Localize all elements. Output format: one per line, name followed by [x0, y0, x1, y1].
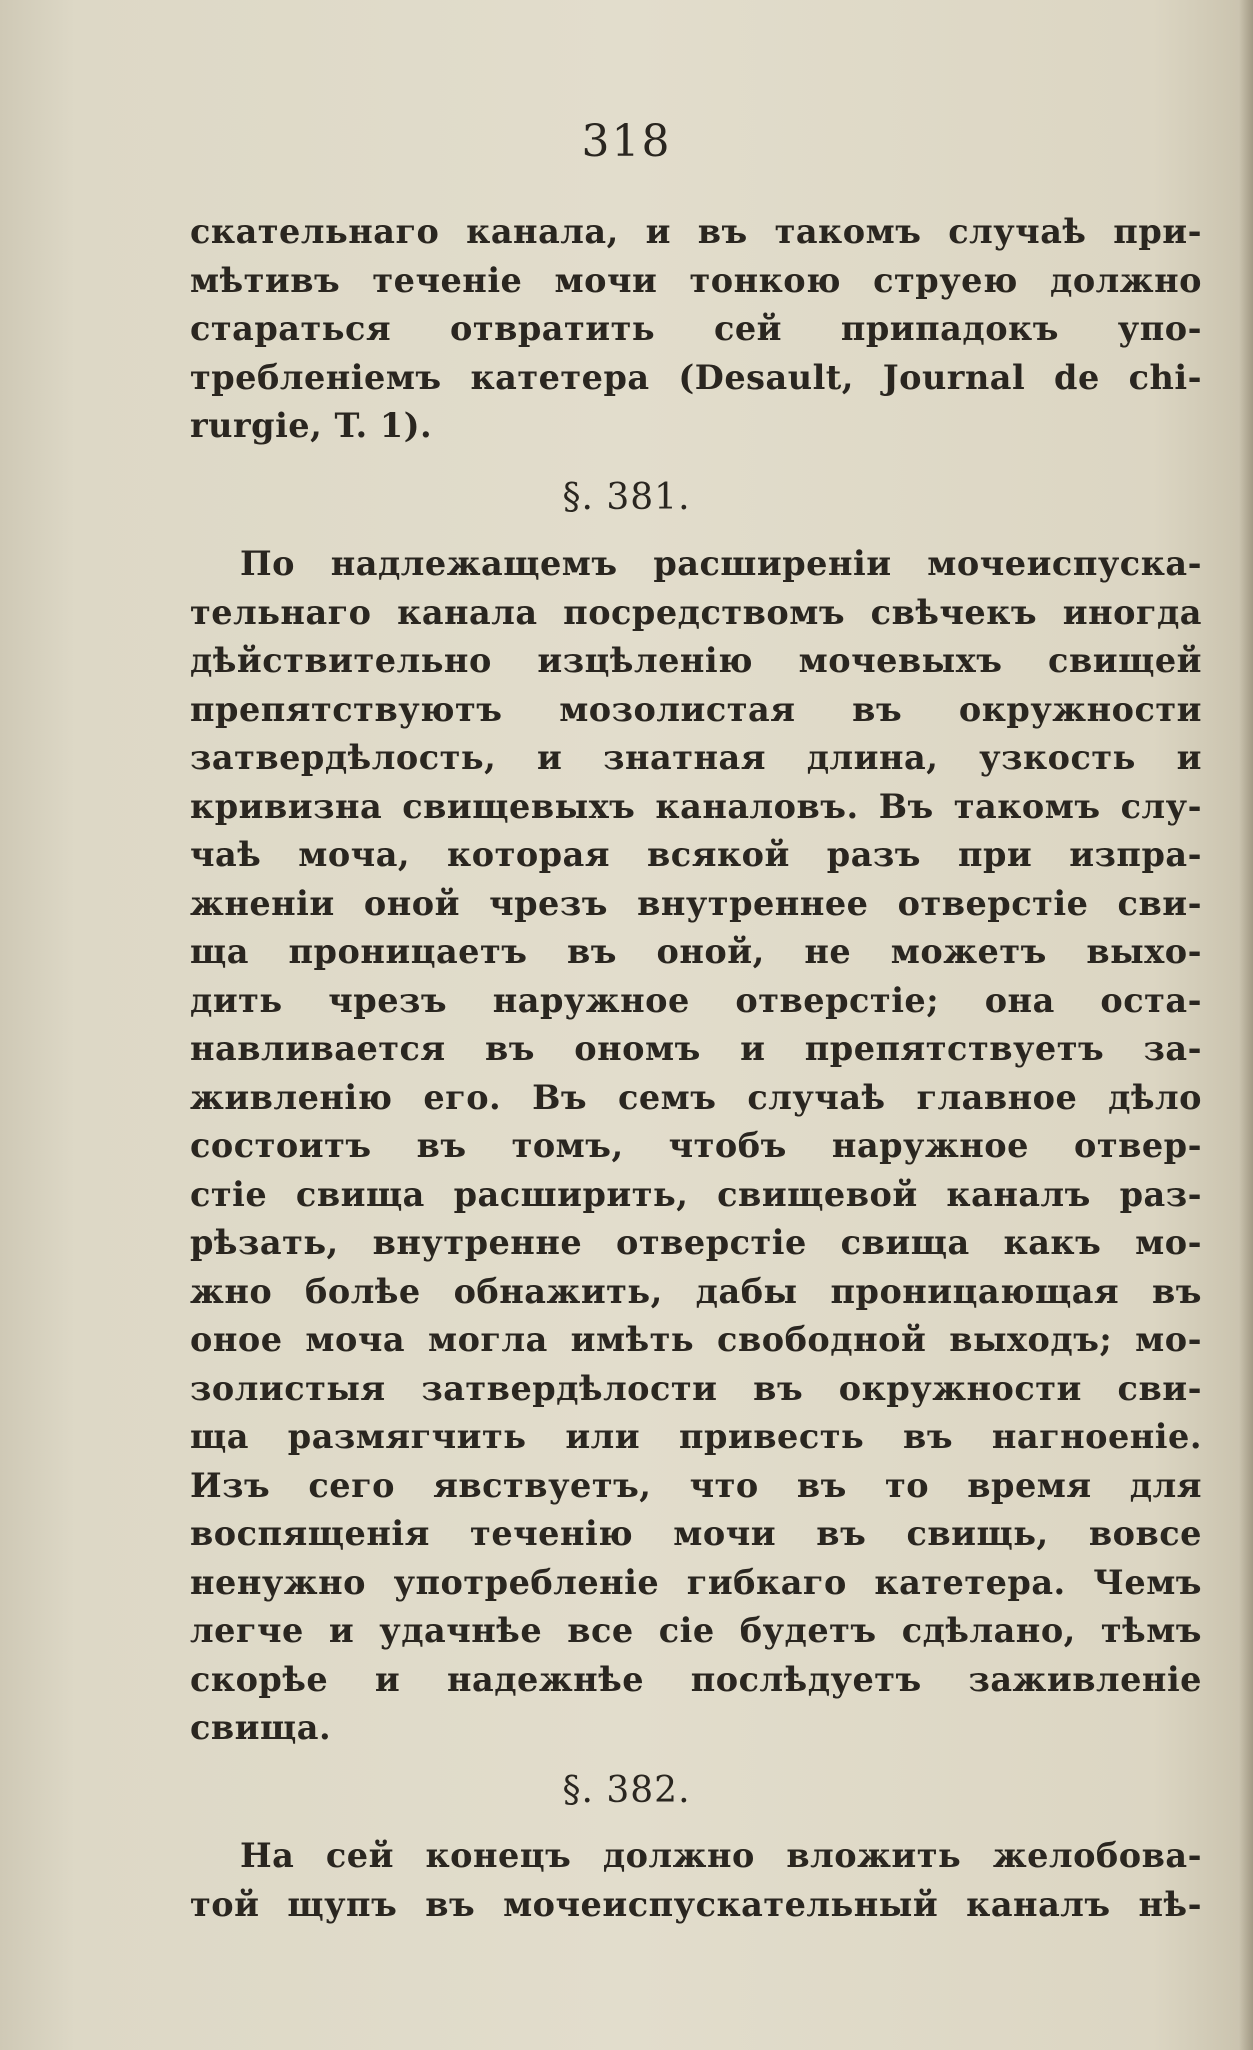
text-line: стараться отвратить сей припадокъ упо-: [190, 309, 1202, 348]
text-line: легче и удачнѣе все сіе будетъ сдѣлано, тѣмъ: [190, 1611, 1202, 1650]
text-line: оное моча могла имѣть свободной выходъ; мо-: [190, 1320, 1202, 1359]
text-line: состоитъ въ томъ, чтобъ наружное отвер-: [190, 1126, 1202, 1165]
text-line: ненужно употребленіе гибкаго катетера. Чемъ: [190, 1562, 1202, 1602]
text-line: рѣзать, внутренне отверстіе свища какъ мо-: [190, 1223, 1202, 1262]
text-line: Изъ сего явствуетъ, что въ то время для: [190, 1465, 1202, 1505]
section-heading-381: §. 381.: [562, 477, 691, 518]
page-number: 318: [581, 116, 672, 167]
text-line: По надлежащемъ расширеніи мочеиспуска-: [240, 544, 1202, 583]
text-line: требленіемъ катетера (Desault, Journal de chi-: [190, 357, 1202, 397]
text-line: дить чрезъ наружное отверстіе; она оста-: [190, 980, 1202, 1020]
page-edge-shadow: [1239, 0, 1253, 2050]
text-line: той щупъ въ мочеиспускательный каналъ нѣ-: [190, 1884, 1202, 1924]
text-line: На сей конецъ должно вложить желобова-: [240, 1836, 1202, 1875]
text-line: жно болѣе обнажить, дабы проницающая въ: [190, 1271, 1202, 1311]
text-line: чаѣ моча, которая всякой разъ при изпра-: [190, 835, 1202, 874]
intro-paragraph: [190, 208, 1202, 451]
text-line: тельнаго канала посредствомъ свѣчекъ иногда: [190, 592, 1202, 632]
section-heading-382: §. 382.: [562, 1770, 691, 1811]
section-382-paragraph: [190, 1832, 1202, 1929]
section-381-paragraph: [190, 540, 1202, 1753]
text-line: стіе свища расширить, свищевой каналъ раз-: [190, 1174, 1202, 1214]
text-line: воспященія теченію мочи въ свищь, вовсе: [190, 1514, 1202, 1553]
text-line: rurgie, T. 1).: [190, 406, 433, 445]
text-line: кривизна свищевыхъ каналовъ. Въ такомъ слу-: [190, 786, 1202, 826]
text-line: затвердѣлость, и знатная длина, узкость и: [190, 738, 1202, 777]
text-line: дѣйствительно изцѣленію мочевыхъ свищей: [190, 641, 1202, 680]
text-line: свища.: [190, 1708, 332, 1747]
text-line: живленію его. Въ семъ случаѣ главное дѣло: [190, 1077, 1202, 1117]
text-line: ща проницаетъ въ оной, не можетъ выхо-: [190, 932, 1202, 971]
text-line: скательнаго канала, и въ такомъ случаѣ при-: [190, 212, 1202, 251]
text-line: ща размягчить или привесть въ нагноеніе.: [190, 1417, 1202, 1456]
text-line: навливается въ ономъ и препятствуетъ за-: [190, 1029, 1202, 1068]
text-line: золистыя затвердѣлости въ окружности сви-: [190, 1368, 1202, 1408]
text-line: скорѣе и надежнѣе послѣдуетъ заживленіе: [190, 1659, 1202, 1699]
text-line: мѣтивъ теченіе мочи тонкою струею должно: [190, 260, 1202, 300]
text-line: препятствуютъ мозолистая въ окружности: [190, 689, 1202, 729]
text-line: жненіи оной чрезъ внутреннее отверстіе сви-: [190, 883, 1202, 923]
